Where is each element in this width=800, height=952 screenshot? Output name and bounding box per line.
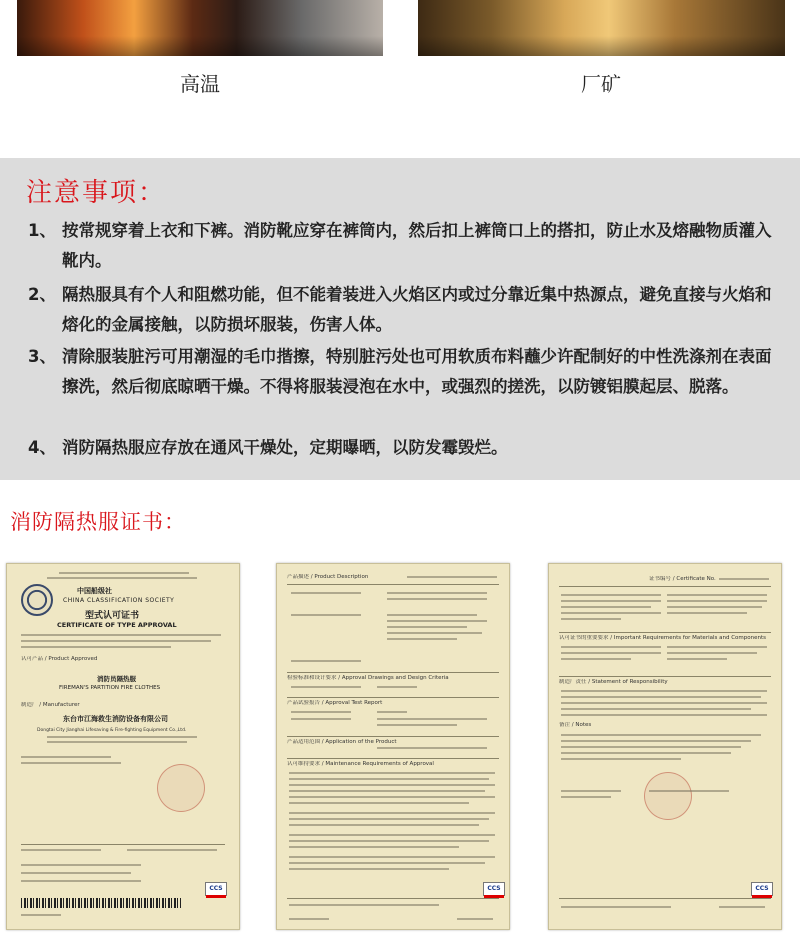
- notice-item-1: [28, 216, 778, 276]
- notice-item-2: [28, 280, 778, 340]
- ccs-stamp: CCS: [483, 882, 505, 896]
- cert2-section-test-report: 产品试验报告 / Approval Test Report: [287, 700, 383, 706]
- cert3-section-materials: 认可证书的重要要求 / Important Requirements for Materials and Components: [559, 635, 767, 641]
- cert-maker-en: Dongtai City Jianghai Lifesaving & Fire-fighting Equipment Co.,Ltd.: [37, 728, 187, 733]
- certificate-product-description: [276, 563, 510, 930]
- cert-maker-label: 制造厂 / Manufacturer: [21, 702, 80, 708]
- cert2-section-application: 产品适用范围 / Application of the Product: [287, 739, 397, 745]
- cert3-header: 证书编号 / Certificate No.: [649, 576, 716, 582]
- certificates-heading: 消防隔热服证书：: [10, 510, 186, 534]
- cert-title-en: CERTIFICATE OF TYPE APPROVAL: [57, 621, 177, 629]
- cert2-header: 产品描述 / Product Description: [287, 574, 369, 580]
- notice-item-number: 1、: [28, 221, 56, 240]
- cert3-section-responsibility: 制造厂责任 / Statement of Responsibility: [559, 679, 668, 685]
- mine-factory-photo: [418, 0, 785, 56]
- notice-item-4: [28, 433, 778, 463]
- notice-item-number: 3、: [28, 347, 56, 366]
- cert-product-cn: 消防员隔热服: [97, 675, 136, 683]
- notice-item-number: 4、: [28, 438, 56, 457]
- ccs-stamp: CCS: [751, 882, 773, 896]
- notice-item-text: 隔热服具有个人和阻燃功能，但不能着装进入火焰区内或过分靠近集中热源点，避免直接与火焰和熔化的金属接触，以防损坏服装，伤害人体。: [62, 285, 772, 334]
- cert-maker-cn: 东台市江海救生消防设备有限公司: [63, 715, 168, 723]
- certificate-requirements: [548, 563, 782, 930]
- barcode: [21, 898, 181, 908]
- notice-item-number: 2、: [28, 285, 56, 304]
- notice-item-text: 消防隔热服应存放在通风干燥处，定期曝晒，以防发霉毁烂。: [62, 438, 508, 457]
- notice-panel: [0, 158, 800, 480]
- mine-factory-caption: 厂矿: [581, 72, 621, 96]
- notice-item-text: 按常规穿着上衣和下裤。消防靴应穿在裤筒内，然后扣上裤筒口上的搭扣，防止水及熔融物质灌入靴内。: [62, 221, 772, 270]
- cert2-section-drawings: 检验标准和设计要求 / Approval Drawings and Design Criteria: [287, 675, 449, 681]
- cert-product-en: FIREMAN'S PARTITION FIRE CLOTHES: [59, 685, 161, 691]
- notice-item-text: 清除服装脏污可用潮湿的毛巾揩擦，特别脏污处也可用软质布料蘸少许配制好的中性洗涤剂在表面擦洗，然后彻底晾晒干燥。不得将服装浸泡在水中，或强烈的搓洗，以防镀铝膜起层、脱落。: [62, 347, 772, 396]
- cert-org-cn: 中国船级社: [77, 587, 112, 595]
- high-temperature-caption: 高温: [180, 72, 220, 96]
- notice-title: 注意事项：: [26, 178, 167, 208]
- ccs-stamp: CCS: [205, 882, 227, 896]
- notice-item-3: [28, 342, 778, 402]
- cert2-section-maintenance: 认可维持要求 / Maintenance Requirements of Approval: [287, 761, 434, 767]
- ccs-emblem-icon: [21, 584, 53, 616]
- cert3-section-notes: 备注 / Notes: [559, 722, 592, 728]
- cert-product-label: 认可产品 / Product Approved: [21, 656, 98, 662]
- certificate-type-approval: [6, 563, 240, 930]
- cert-org-en: CHINA CLASSIFICATION SOCIETY: [63, 597, 175, 604]
- high-temperature-photo: [17, 0, 383, 56]
- cert-title-cn: 型式认可证书: [85, 611, 140, 621]
